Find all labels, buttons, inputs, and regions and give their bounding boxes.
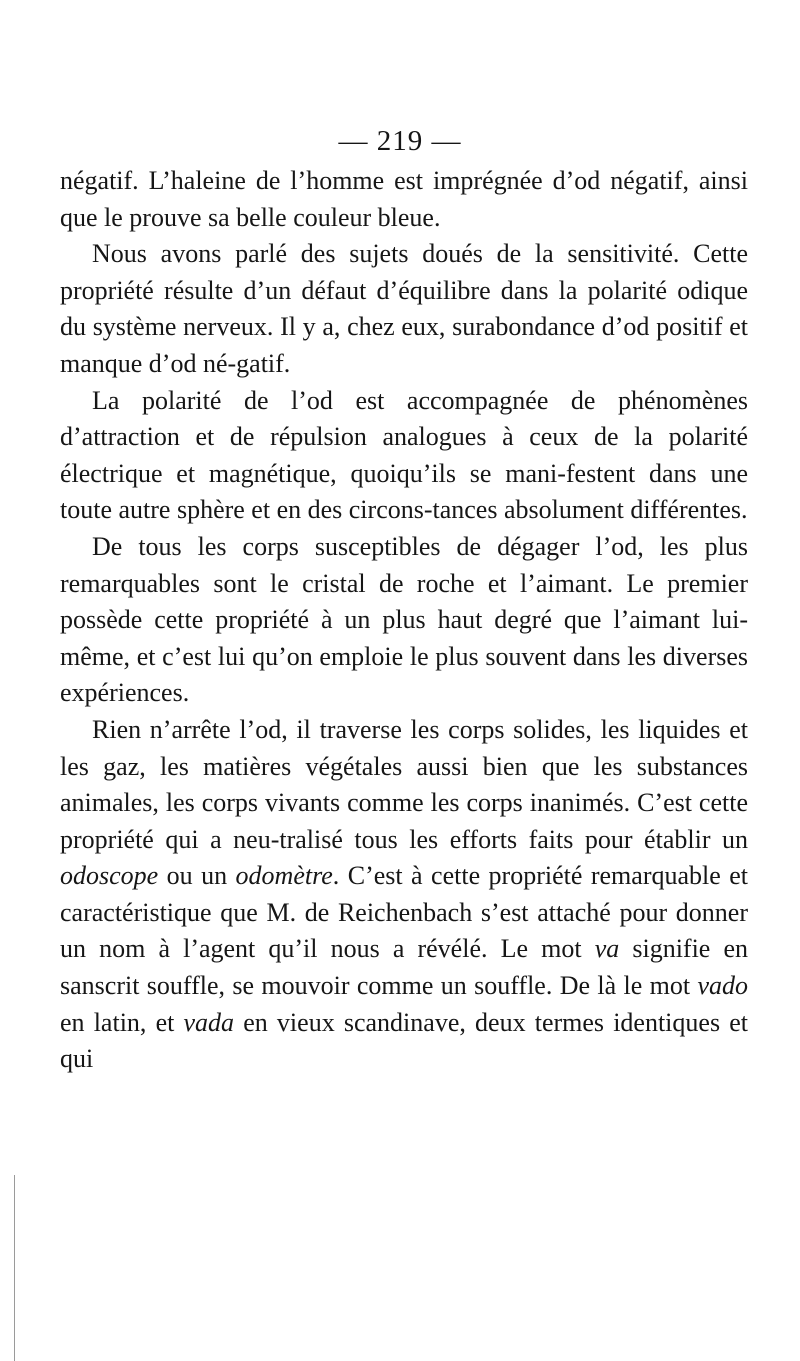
paragraph: [60, 383, 748, 529]
italic-term: vado: [697, 971, 748, 1001]
text-run: Nous avons parlé des sujets doués de la sensitivité. Cette propriété résulte d’un défaut d’équilibre dans la polarité odique du système nerveux. Il y a, chez eux, surabondance d’od positif et manque d’od né-gatif.: [60, 239, 748, 378]
paragraph: [60, 529, 748, 712]
paragraph: [60, 163, 748, 236]
italic-term: vada: [183, 1007, 235, 1037]
italic-term: odomètre: [235, 861, 333, 891]
text-run: La polarité de l’od est accompagnée de phénomènes d’attraction et de répulsion analogues à ceux de la polarité électrique et magnétique, quoiqu’ils se mani-festent dans une toute autre sphère et en des circons-tances absolument différentes.: [60, 385, 748, 525]
paragraph: [60, 236, 748, 382]
text-run: . C’est à cette propriété remarquable et caractéristique que M. de Reichenbach s’est attaché pour donner un nom à l’agent qu’il nous a révélé. Le mot: [60, 861, 748, 964]
text-run: Rien n’arrête l’od, il traverse les corps solides, les liquides et les gaz, les matières végétales aussi bien que les substances animales, les corps vivants comme les corps inanimés. C’est cette propriété qui a neu-tralisé tous les efforts faits pour établir un: [60, 714, 748, 854]
body-text: [60, 163, 748, 1078]
text-run: en latin, et: [60, 1007, 184, 1037]
paragraph: [60, 712, 748, 1078]
text-run: en vieux scandinave, deux termes identiques et qui: [60, 1007, 748, 1074]
italic-term: va: [594, 934, 620, 964]
text-run: signifie en sanscrit souffle, se mouvoir comme un souffle. De là le mot: [60, 934, 748, 1001]
text-run: De tous les corps susceptibles de dégager l’od, les plus remarquables sont le cristal de roche et l’aimant. Le premier possède cette propriété à un plus haut degré que l’aimant lui-même, et c’est lui qu’on emploie le plus souvent dans les diverses expériences.: [60, 531, 748, 708]
italic-term: odoscope: [60, 861, 159, 891]
page-number: — 219 —: [338, 125, 462, 157]
text-run: ou un: [158, 861, 236, 891]
text-run: négatif. L’haleine de l’homme est imprégnée d’od négatif, ainsi que le prouve sa belle couleur bleue.: [60, 166, 748, 232]
page-edge-line: [14, 1175, 15, 1361]
